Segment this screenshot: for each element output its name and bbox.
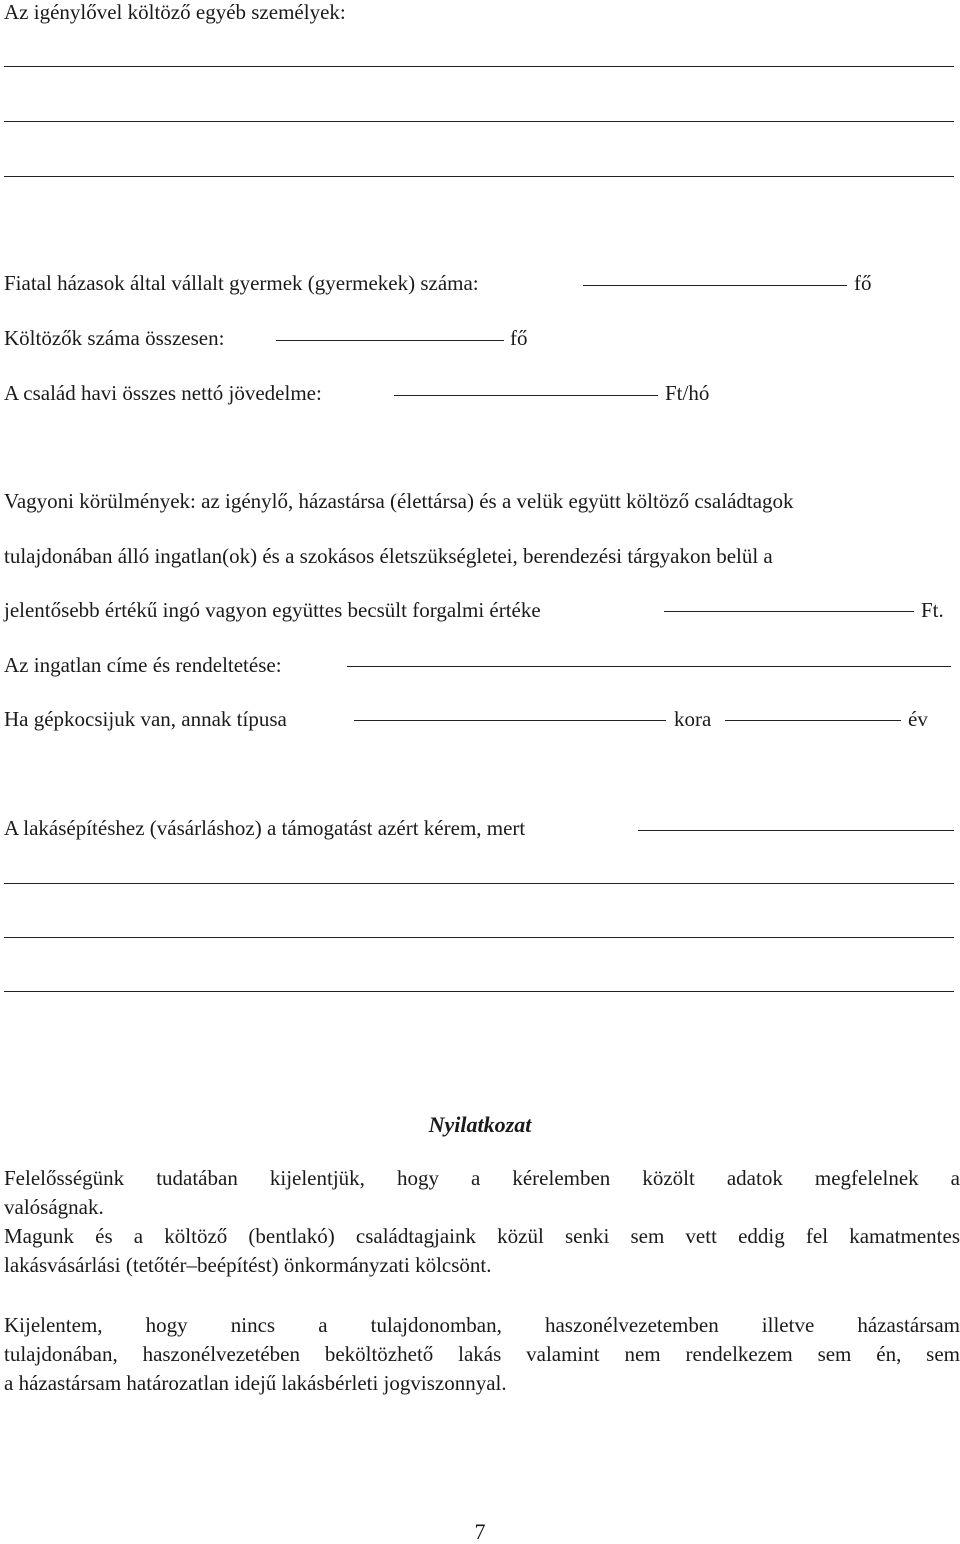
declaration-p1-line-1: Felelősségünk tudatában kijelentjük, hogy a kérelemben közölt adatok megfelelnek a — [4, 1166, 960, 1190]
declaration-p3-line-3: a házastársam határozatlan idejű lakásbérleti jogviszonnyal. — [4, 1371, 507, 1395]
car-type-label: Ha gépkocsijuk van, annak típusa — [4, 707, 287, 731]
car-age-unit: év — [908, 707, 928, 731]
reason-line-2[interactable] — [4, 937, 954, 938]
other-persons-label: Az igénylővel költöző egyéb személyek: — [4, 0, 346, 24]
property-label: Az ingatlan címe és rendeltetése: — [4, 653, 282, 677]
property-field[interactable] — [347, 666, 951, 667]
reason-line-1[interactable] — [4, 883, 954, 884]
other-persons-line-3[interactable] — [4, 176, 954, 177]
car-age-label: kora — [674, 707, 712, 731]
assets-line-2: tulajdonában álló ingatlan(ok) és a szokásos életszükségletei, berendezési tárgyakon belül a — [4, 544, 773, 568]
assets-value-field[interactable] — [664, 611, 914, 612]
income-field[interactable] — [394, 395, 658, 396]
reason-label: A lakásépítéshez (vásárláshoz) a támogatást azért kérem, mert — [4, 816, 526, 840]
car-age-field[interactable] — [725, 720, 901, 721]
movers-count-label: Költözők száma összesen: — [4, 326, 225, 350]
movers-count-unit: fő — [510, 326, 528, 350]
car-type-field[interactable] — [354, 720, 666, 721]
movers-count-field[interactable] — [276, 340, 504, 341]
page-number: 7 — [474, 1519, 486, 1544]
declaration-p1-line-2: valóságnak. — [4, 1195, 104, 1219]
declaration-title: Nyilatkozat — [428, 1112, 532, 1137]
income-label: A család havi összes nettó jövedelme: — [4, 381, 322, 405]
children-count-field[interactable] — [583, 285, 847, 286]
declaration-p2-line-1: Magunk és a költöző (bentlakó) családtagjaink közül senki sem vett eddig fel kamatmentes — [4, 1224, 960, 1248]
declaration-p3-line-1: Kijelentem, hogy nincs a tulajdonomban, haszonélvezetemben illetve házastársam — [4, 1313, 960, 1337]
reason-field[interactable] — [638, 830, 954, 831]
assets-line-1: Vagyoni körülmények: az igénylő, házastársa (élettársa) és a velük együtt költöző családtagok — [4, 489, 794, 513]
children-count-label: Fiatal házasok által vállalt gyermek (gyermekek) száma: — [4, 271, 479, 295]
assets-line-3: jelentősebb értékű ingó vagyon együttes becsült forgalmi értéke — [4, 598, 541, 622]
income-unit: Ft/hó — [665, 381, 710, 405]
declaration-p2-line-2: lakásvásárlási (tetőtér–beépítést) önkormányzati kölcsönt. — [4, 1253, 492, 1277]
assets-unit: Ft. — [921, 598, 944, 622]
children-count-unit: fő — [854, 271, 872, 295]
reason-line-3[interactable] — [4, 991, 954, 992]
other-persons-line-2[interactable] — [4, 121, 954, 122]
declaration-p3-line-2: tulajdonában, haszonélvezetében beköltözhető lakás valamint nem rendelkezem sem én, sem — [4, 1342, 960, 1366]
other-persons-line-1[interactable] — [4, 66, 954, 67]
